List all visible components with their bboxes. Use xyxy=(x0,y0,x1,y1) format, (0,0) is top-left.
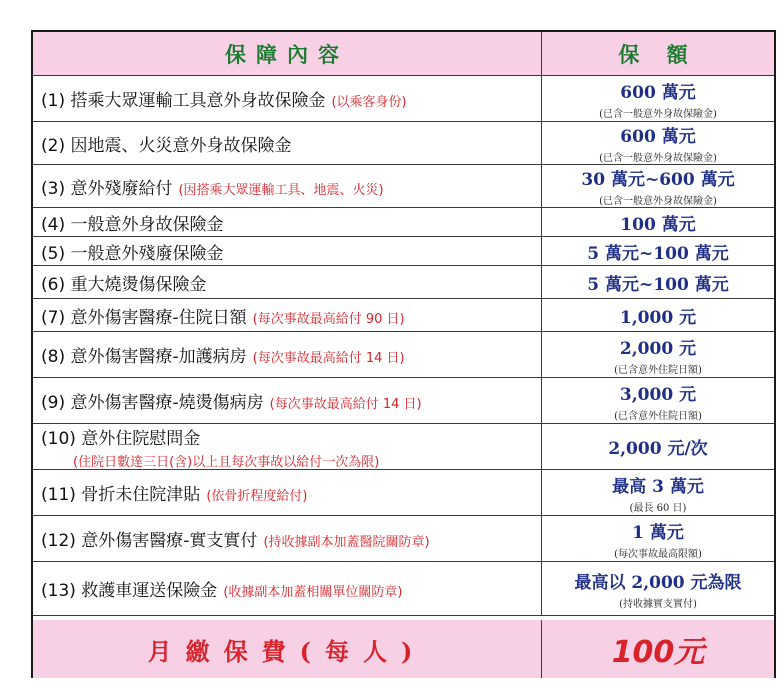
coverage-note: (因搭乘大眾運輸工具、地震、火災) xyxy=(178,182,384,198)
amount-subnote: (每次事故最高限額) xyxy=(614,548,702,560)
coverage-cell xyxy=(33,76,542,121)
coverage-cell xyxy=(33,266,542,298)
coverage-note: (每次事故最高給付 14 日) xyxy=(269,397,422,412)
coverage-cell xyxy=(33,237,542,265)
coverage-cell xyxy=(33,165,542,207)
coverage-line xyxy=(41,174,541,199)
amount-cell xyxy=(542,237,774,265)
amount-cell xyxy=(542,424,774,469)
coverage-line xyxy=(41,576,541,601)
table-row xyxy=(33,378,774,424)
amount-value: 600 萬元 xyxy=(620,82,696,103)
footer-premium-label: 月繳保費(每人) xyxy=(147,636,427,666)
table-header-row xyxy=(33,32,774,76)
coverage-line xyxy=(41,86,541,111)
coverage-cell xyxy=(33,122,542,164)
coverage-item: (11) 骨折未住院津貼 xyxy=(41,485,201,505)
table-row xyxy=(33,332,774,378)
coverage-note: (依骨折程度給付) xyxy=(206,489,308,504)
coverage-item: (8) 意外傷害醫療-加護病房 xyxy=(41,347,247,367)
amount-subnote: (已含意外住院日額) xyxy=(614,410,702,422)
amount-cell xyxy=(542,562,774,615)
coverage-line xyxy=(41,480,541,505)
coverage-item: (9) 意外傷害醫療-燒燙傷病房 xyxy=(41,393,264,413)
amount-value: 5 萬元~100 萬元 xyxy=(587,243,729,264)
coverage-item: (7) 意外傷害醫療-住院日額 xyxy=(41,307,247,328)
coverage-line xyxy=(41,526,541,551)
coverage-note-line2: (住院日數達三日(含)以上且每次事故以給付一次為限) xyxy=(73,454,380,470)
amount-subnote: (已含意外住院日額) xyxy=(614,364,702,376)
amount-value: 3,000 元 xyxy=(619,384,697,405)
coverage-line xyxy=(41,270,541,295)
table-footer-row xyxy=(33,620,774,678)
coverage-note: (每次事故最高給付 90 日) xyxy=(252,311,405,327)
coverage-note: (以乘客身份) xyxy=(331,95,407,110)
coverage-item: (4) 一般意外身故保險金 xyxy=(41,214,224,235)
coverage-item: (2) 因地震、火災意外身故保險金 xyxy=(41,135,292,156)
coverage-cell xyxy=(33,470,542,515)
table-row xyxy=(33,266,774,299)
table-row xyxy=(33,76,774,122)
header-coverage-label: 保障內容 xyxy=(225,41,349,67)
amount-cell xyxy=(542,122,774,164)
coverage-item: (12) 意外傷害醫療-實支實付 xyxy=(41,531,258,551)
coverage-line xyxy=(41,210,541,235)
coverage-line xyxy=(41,131,541,156)
coverage-cell xyxy=(33,424,542,469)
amount-value: 最高 3 萬元 xyxy=(612,476,704,497)
amount-cell xyxy=(542,299,774,331)
coverage-line xyxy=(41,342,541,367)
table-row xyxy=(33,122,774,165)
coverage-item: (13) 救護車運送保險金 xyxy=(41,581,218,601)
amount-subnote: (已含一般意外身故保險金) xyxy=(599,153,717,164)
amount-value: 5 萬元~100 萬元 xyxy=(587,274,729,295)
amount-value: 2,000 元 xyxy=(619,338,697,359)
amount-cell xyxy=(542,378,774,423)
amount-value: 30 萬元~600 萬元 xyxy=(581,170,735,190)
header-amount-label: 保 額 xyxy=(618,41,698,67)
insurance-table xyxy=(31,30,776,678)
amount-cell xyxy=(542,470,774,515)
coverage-note: (每次事故最高給付 14 日) xyxy=(252,351,405,366)
coverage-cell xyxy=(33,208,542,236)
coverage-item: (5) 一般意外殘廢保險金 xyxy=(41,243,224,264)
table-row xyxy=(33,470,774,516)
header-coverage-cell xyxy=(33,32,542,75)
coverage-line xyxy=(41,424,541,449)
coverage-item: (10) 意外住院慰問金 xyxy=(41,428,201,449)
amount-value: 1,000 元 xyxy=(619,307,697,328)
coverage-note: (收據副本加蓋相關單位關防章) xyxy=(223,585,403,600)
amount-subnote: (已含一般意外身故保險金) xyxy=(599,108,717,120)
coverage-cell xyxy=(33,378,542,423)
coverage-item: (3) 意外殘廢給付 xyxy=(41,178,173,199)
amount-subnote: (已含一般意外身故保險金) xyxy=(599,196,717,207)
amount-value: 1 萬元 xyxy=(632,522,684,543)
header-amount-cell xyxy=(542,32,774,75)
coverage-item: (6) 重大燒燙傷保險金 xyxy=(41,274,207,295)
coverage-cell xyxy=(33,562,542,615)
amount-subnote: (最長 60 日) xyxy=(629,502,687,514)
coverage-cell xyxy=(33,299,542,331)
amount-value: 100 萬元 xyxy=(620,214,696,235)
amount-cell xyxy=(542,165,774,207)
amount-cell xyxy=(542,516,774,561)
footer-premium-amount-cell xyxy=(542,620,774,678)
amount-cell xyxy=(542,332,774,377)
table-row xyxy=(33,562,774,616)
table-row xyxy=(33,516,774,562)
amount-cell xyxy=(542,266,774,298)
coverage-line xyxy=(41,303,541,328)
coverage-note: (持收據副本加蓋醫院關防章) xyxy=(263,535,430,550)
amount-value: 600 萬元 xyxy=(620,127,696,147)
amount-subnote: (持收據實支實付) xyxy=(619,598,697,610)
amount-cell xyxy=(542,76,774,121)
coverage-cell xyxy=(33,332,542,377)
table-row xyxy=(33,299,774,332)
footer-premium-amount: 100元 xyxy=(611,635,705,670)
amount-cell xyxy=(542,208,774,236)
table-row xyxy=(33,208,774,237)
table-row xyxy=(33,424,774,470)
footer-premium-cell xyxy=(33,620,542,678)
coverage-item: (1) 搭乘大眾運輸工具意外身故保險金 xyxy=(41,91,326,111)
table-row xyxy=(33,237,774,266)
coverage-line xyxy=(41,239,541,264)
amount-value: 2,000 元/次 xyxy=(608,439,708,459)
coverage-cell xyxy=(33,516,542,561)
table-row xyxy=(33,165,774,208)
amount-value: 最高以 2,000 元為限 xyxy=(574,572,742,593)
coverage-line xyxy=(41,388,541,413)
